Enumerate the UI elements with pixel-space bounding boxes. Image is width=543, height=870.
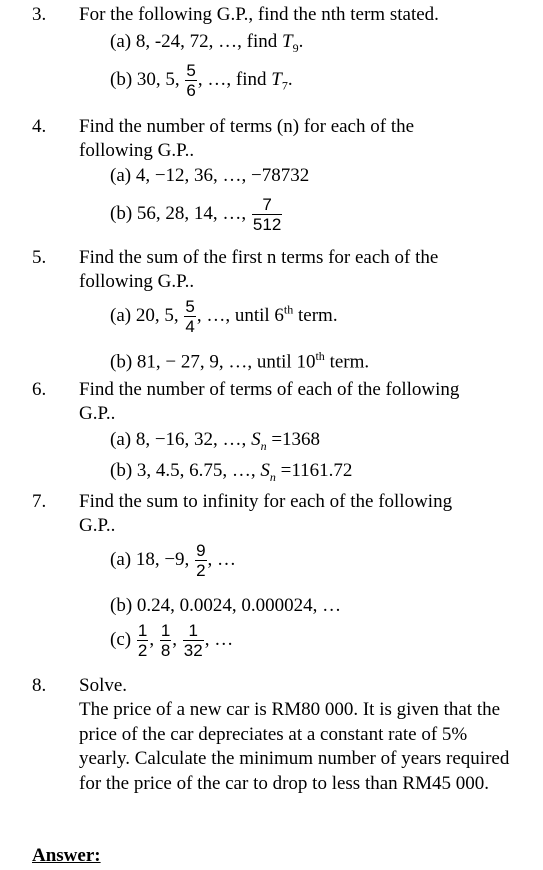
question-prompt: following G.P.. bbox=[79, 140, 195, 161]
part-a: (a) 8, −16, 32, …, $S_n =1368$ bbox=[110, 429, 321, 453]
part-b: (b) 30, 5, $\frac{5}{6}$ , …, find $T_7$. bbox=[110, 61, 293, 100]
question-prompt: Solve. bbox=[79, 675, 128, 696]
fraction: $\frac{9}{2}$ bbox=[196, 541, 206, 580]
part-b: (b) 3, 4.5, 6.75, …, $S_n =1161.72$ bbox=[110, 460, 353, 484]
part-b: (b) 0.24, 0.0024, 0.000024, … bbox=[110, 595, 342, 616]
fraction: $\frac{5}{6}$ bbox=[186, 61, 196, 100]
part-a: (a) 4, −12, 36, …, −78732 bbox=[110, 165, 310, 186]
question-prompt: Find the sum of the first n terms for each of the bbox=[79, 247, 439, 268]
question-prompt: G.P.. bbox=[79, 403, 116, 424]
fraction: $\frac{1}{8}$ bbox=[160, 621, 171, 660]
question-number: 8. bbox=[32, 675, 47, 696]
part-a: (a) 8, -24, 72, …, find $T_9$. bbox=[110, 31, 304, 55]
question-prompt: following G.P.. bbox=[79, 271, 195, 292]
part-c: (c) $\frac{1}{2}$ , $\frac{1}{8}$ , $\frac{1}{32}$ , … bbox=[110, 621, 234, 660]
fraction: $\frac{1}{32}$ bbox=[183, 621, 203, 660]
answer-label: Answer: bbox=[32, 845, 101, 866]
question-prompt: G.P.. bbox=[79, 515, 116, 536]
question-number: 6. bbox=[32, 379, 47, 400]
question-prompt: Find the number of terms of each of the following bbox=[79, 379, 460, 400]
fraction: $\frac{1}{2}$ bbox=[137, 621, 148, 660]
question-number: 7. bbox=[32, 491, 47, 512]
part-a: (a) 20, 5, $\frac{5}{4}$ , …, until 6th term. bbox=[110, 297, 338, 336]
word-problem-text: The price of a new car is RM80 000. It is given that the price of the car depreciates at a constant rate of 5% yearly. Calculate the minimum number of years required for the price of the car to drop to less than RM45 000. bbox=[79, 699, 510, 794]
question-prompt: Find the sum to infinity for each of the following bbox=[79, 491, 453, 512]
fraction: $\frac{7}{512}$ bbox=[252, 195, 282, 234]
question-prompt: Find the number of terms (n) for each of the bbox=[79, 116, 415, 137]
question-number: 3. bbox=[32, 4, 47, 25]
part-b: (b) 56, 28, 14, …, $\frac{7}{512}$ bbox=[110, 195, 282, 234]
question-prompt: For the following G.P., find the nth term stated. bbox=[79, 4, 439, 25]
part-b: (b) 81, − 27, 9, …, until 10th term. bbox=[110, 349, 370, 373]
question-number: 4. bbox=[32, 116, 47, 137]
part-a: (a) 18, −9, $\frac{9}{2}$ , … bbox=[110, 541, 237, 580]
question-number: 5. bbox=[32, 247, 47, 268]
fraction: $\frac{5}{4}$ bbox=[185, 297, 195, 336]
